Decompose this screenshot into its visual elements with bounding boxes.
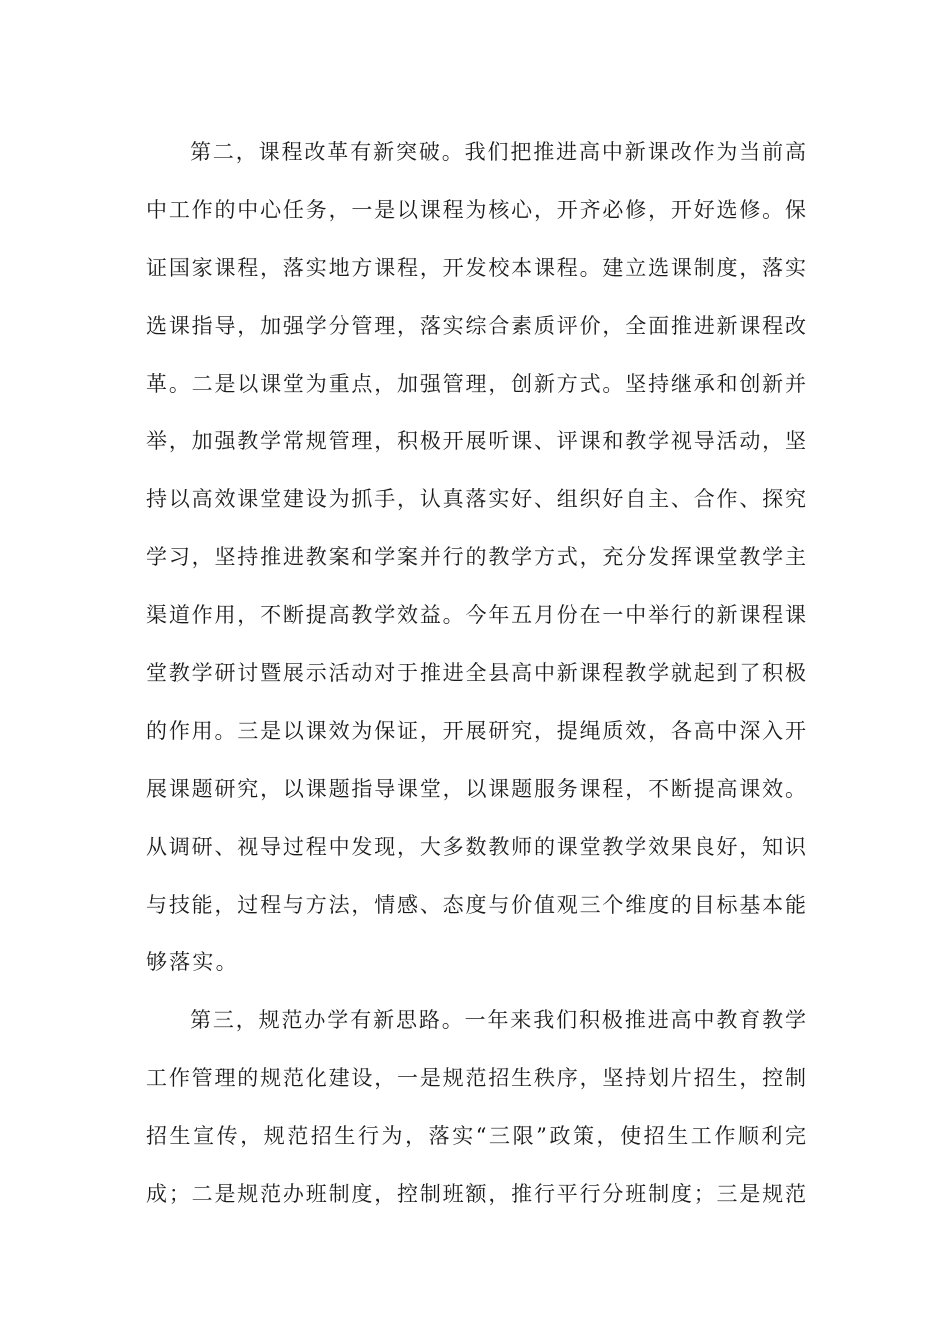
text-line: 工作管理的规范化建设，一是规范招生秩序，坚持划片招生，控制 <box>146 1065 806 1090</box>
paragraph-standardized-schooling <box>146 1002 806 1234</box>
text-line: 持以高效课堂建设为抓手，认真落实好、组织好自主、合作、探究 <box>146 487 806 512</box>
text-line: 从调研、视导过程中发现，大多数教师的课堂教学效果良好，知识 <box>146 834 806 859</box>
text-line: 选课指导，加强学分管理，落实综合素质评价，全面推进新课程改 <box>146 313 806 338</box>
text-line: 招生宣传，规范招生行为，落实“三限”政策，使招生工作顺利完 <box>146 1123 806 1148</box>
text-line: 第二，课程改革有新突破。我们把推进高中新课改作为当前高 <box>190 140 806 164</box>
text-line: 证国家课程，落实地方课程，开发校本课程。建立选课制度，落实 <box>146 255 806 280</box>
text-line: 学习，坚持推进教案和学案并行的教学方式，充分发挥课堂教学主 <box>146 545 806 570</box>
paragraph-course-reform <box>146 134 806 1002</box>
text-line-last: 够落实。 <box>146 950 239 975</box>
text-line: 举，加强教学常规管理，积极开展听课、评课和教学视导活动，坚 <box>146 429 806 454</box>
text-line: 中工作的中心任务，一是以课程为核心，开齐必修，开好选修。保 <box>146 197 806 222</box>
text-line: 的作用。三是以课效为保证，开展研究，提绳质效，各高中深入开 <box>146 718 806 743</box>
text-line: 第三，规范办学有新思路。一年来我们积极推进高中教育教学 <box>190 1008 806 1032</box>
text-line: 革。二是以课堂为重点，加强管理，创新方式。坚持继承和创新并 <box>146 371 806 396</box>
text-line: 展课题研究，以课题指导课堂，以课题服务课程，不断提高课效。 <box>146 776 806 801</box>
text-line: 成；二是规范办班制度，控制班额，推行平行分班制度；三是规范 <box>146 1181 806 1206</box>
text-line: 渠道作用，不断提高教学效益。今年五月份在一中举行的新课程课 <box>146 603 806 628</box>
text-line: 堂教学研讨暨展示活动对于推进全县高中新课程教学就起到了积极 <box>146 661 806 686</box>
text-line: 与技能，过程与方法，情感、态度与价值观三个维度的目标基本能 <box>146 892 806 917</box>
